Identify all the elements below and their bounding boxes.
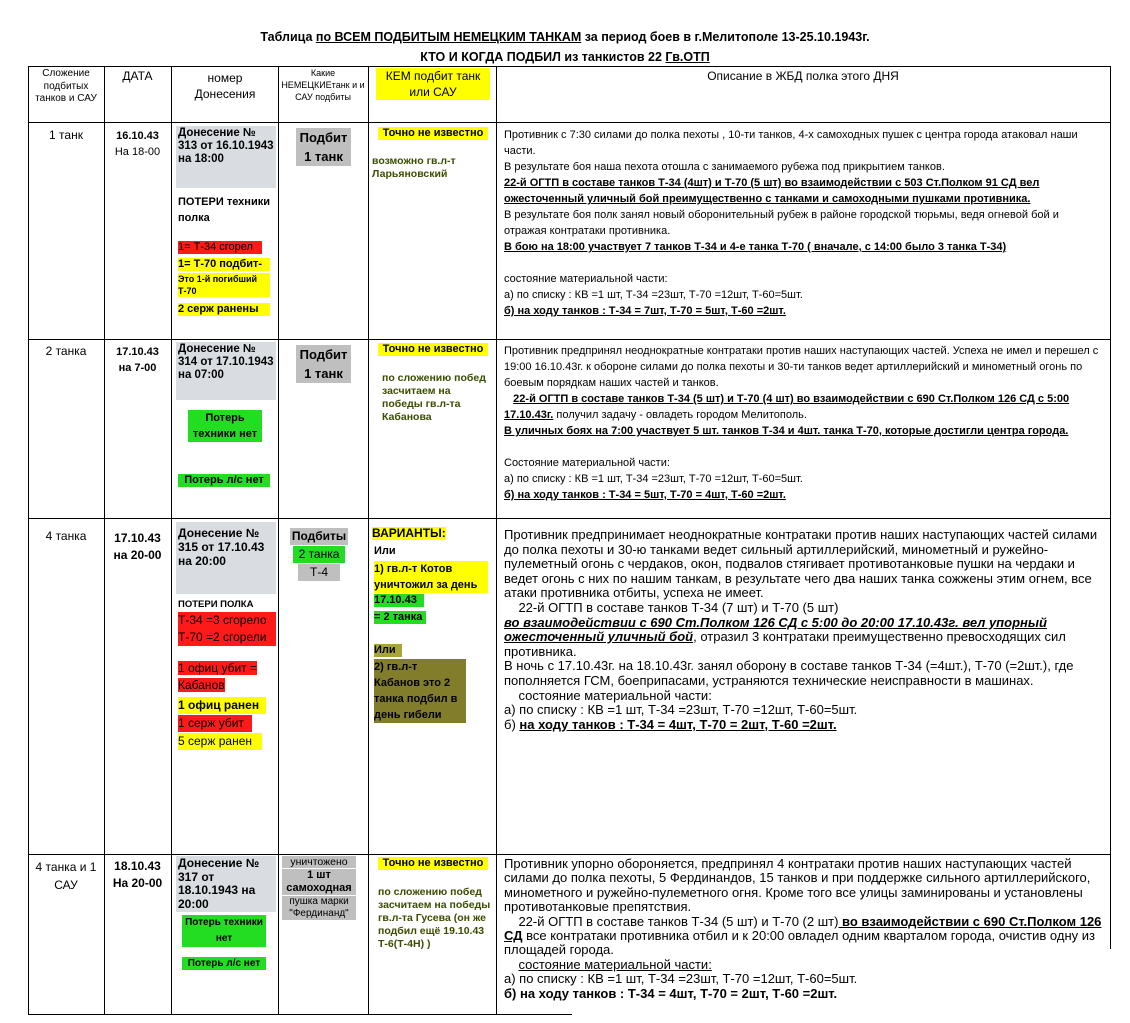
row4-what2: 1 шт самоходная: [282, 869, 356, 895]
row3-loss4: 1 офиц ранен: [178, 697, 266, 714]
row3-count: 4 танка: [45, 529, 87, 543]
row3-who-v1-date: 17.10.43: [374, 594, 424, 607]
row3-loss6: 5 серж ранен: [178, 733, 262, 750]
grid-line: [28, 1014, 572, 1015]
row4-count: 4 танка и 1 САУ: [35, 860, 97, 892]
row3-loss3: 1 офиц убит = Кабанов: [178, 661, 258, 692]
row3-who-title: ВАРИАНТЫ:: [372, 526, 446, 540]
row2-report: Донесение № 314 от 17.10.1943 на 07:00: [178, 343, 274, 381]
row4-who1: Точно не известно: [378, 857, 488, 870]
row1-description: Противник с 7:30 силами до полка пехоты , 10-ти танков, 4-х самоходных пушек с центра города атаковал наши части. В результате боя наша пехота отошла с занимаемого рубежа под прикрытием танков. 22-й ОГТП в составе танков Т-34 (4шт) и Т-70 (5 шт) во взаимодействии с 503 Ст.Полком 91 СД вел ожесточенный уличный бой преимущественно с танками и самоходными пушками противника. В результате боя полк занял новый оборонительный рубеж в районе городской тюрьмы, ведя огневой бой и отражая контратаки противника. В бою на 18:00 участвует 7 танков Т-34 и 4-е танка Т-70 ( вначале, с 14:00 было 3 танка Т-34) состояние материальной части: а) по списку : КВ =1 шт, Т-34 =23шт, Т-70 =12шт, Т-60=5шт. б) на ходу танков : Т-34 = 7шт, Т-70 = 5шт, Т-60 =2шт.: [504, 129, 1078, 317]
row4-what1: уничтожено: [282, 856, 356, 868]
header-report: номер Донесения: [194, 71, 256, 101]
row2-date: 17.10.43 на 7-00: [116, 346, 159, 374]
row1-loss1: 1= Т-34 сгорел: [178, 241, 262, 254]
header-description: Описание в ЖБД полка этого ДНЯ: [707, 69, 899, 83]
row4-date: 18.10.43 На 20-00: [112, 859, 163, 890]
row4-what3: пушка марки "Фердинанд": [282, 896, 356, 920]
table-title: Таблица по ВСЕМ ПОДБИТЫМ НЕМЕЦКИМ ТАНКАМ за период боев в г.Мелитополе 13-25.10.1943г.: [260, 30, 870, 44]
row2-count: 2 танка: [45, 344, 87, 358]
grid-line: [28, 122, 1111, 123]
row2-who2: по сложению побед засчитаем на победы гв.л-та Кабанова: [382, 372, 486, 423]
row4-loss1: Потерь техники нет: [182, 915, 266, 947]
row2-loss2: Потерь л/с нет: [178, 474, 270, 487]
row4-description: Противник упорно обороняется, предпринял 4 контратаки против наших наступающих частей силами до полка пехоты, 5 Фердинандов, 15 танков и при поддержке сильного артиллерийского, минометного и ружейно-пулеметного огня. Кроме того все улицы заминированы и установлены противотанковые препятствия. 22-й ОГТП в составе танков Т-34 (5 шт) и Т-70 (2 шт) во взаимодействии с 690 Ст.Полком 126 СД все контратаки противника отбил и к 20:00 овладел одним кварталом города, очистив одну из площадей города. состояние материальной части: а) по списку : КВ =1 шт, Т-34 =23шт, Т-70 =12шт, Т-60=5шт. б) на ходу танков : Т-34 = 4шт, Т-70 = 2шт, Т-60 =2шт.: [504, 856, 1102, 1001]
row1-loss2: 1= Т-70 подбит-: [178, 258, 270, 271]
row1-loss4: 2 серж ранены: [178, 303, 270, 316]
row1-date: 16.10.43 На 18-00: [114, 130, 161, 158]
row3-description: Противник предпринимает неоднократные контратаки против наших наступающих частей силами до полка пехоты и 30-ю танками ведет сильный артиллерийский, минометный и ружейно-пулеметный огонь с чердаков, окон, подвалов стягивает противотанковые пушки на чердаки и ведет огонь с них по нашим танкам, в результате чего два наших танка сожжены этим огнем, все атаки противника отбиты, успеха не имеет. 22-й ОГТП в составе танков Т-34 (7 шт) и Т-70 (5 шт) во взаимодействии с 690 Ст.Полком 126 СД с 5:00 до 20:00 17.10.43г. вел упорный ожесточенный уличный бой, отразил 3 контратаки преимущественно превосходящих сил противника. В ночь с 17.10.43г. на 18.10.43г. занял оборону в составе танков Т-34 (=4шт.), Т-70 (=2шт.), где пополняется ГСМ, боеприпасами, устраняются технические неисправности в машинах. состояние материальной части: а) по списку : КВ =1 шт, Т-34 =23шт, Т-70 =12шт, Т-60=5шт. б) на ходу танков : Т-34 = 4шт, Т-70 = 2шт, Т-60 =2шт.: [504, 527, 1098, 732]
grid-line: [28, 66, 1111, 67]
row4-report: Донесение № 317 от 18.10.1943 на 20:00: [178, 856, 260, 911]
header-date: ДАТА: [122, 69, 153, 83]
row3-who-or2: Или: [374, 644, 402, 657]
row3-who-v2: 2) гв.л-т Кабанов это 2 танка подбил в день гибели: [374, 659, 466, 723]
row1-what: Подбит 1 танк: [296, 128, 351, 166]
header-count: Сложение подбитых танков и САУ: [35, 68, 97, 104]
row4-loss2: Потерь л/с нет: [182, 957, 266, 970]
row2-what: Подбит 1 танк: [296, 345, 351, 383]
row3-who-v1: 1) гв.л-т Котов уничтожил за день: [374, 561, 488, 593]
row3-loss1: Т-34 =3 сгорело: [178, 612, 276, 629]
grid-line: [1110, 66, 1111, 949]
row2-who1: Точно не известно: [378, 343, 488, 356]
row1-loss3: Это 1-й погибший Т-70: [178, 273, 270, 297]
grid-line: [28, 339, 1111, 340]
row3-who-v1-count: = 2 танка: [374, 611, 426, 624]
header-what: Какие НЕМЕЦКИЕтанк и и САУ подбиты: [281, 68, 365, 102]
row3-loss2: Т-70 =2 сгорели: [178, 629, 276, 646]
grid-line: [104, 66, 105, 1015]
row2-description: Противник предпринял неоднократные контратаки против наших наступающих частей. Успеха не имел и перешел с 19:00 16.10.43г. к обороне силами до полка пехоты и 30-ти танков ведет артиллерийский и минометный огонь по боевым порядкам наших частей и танков. 22-й ОГТП в составе танков Т-34 (5 шт) и Т-70 (4 шт) во взаимодействии с 690 Ст.Полком 126 СД с 5:00 17.10.43г. получил задачу - овладеть городом Мелитополь. В уличных боях на 7:00 участвует 5 шт. танков Т-34 и 4шт. танка Т-70, которые достигли центра города. Состояние материальной части: а) по списку : КВ =1 шт, Т-34 =23шт, Т-70 =12шт, Т-60=5шт. б) на ходу танков : Т-34 = 5шт, Т-70 = 4шт, Т-60 =2шт.: [504, 345, 1099, 501]
grid-line: [368, 66, 369, 1015]
row3-what1: Подбиты: [291, 529, 347, 543]
row4-who2: по сложению побед засчитаем на победы гв.л-та Гусева (он же подбил ещё 19.10.43 Т-6(Т-4Н) ): [378, 886, 491, 950]
grid-line: [28, 66, 29, 1015]
row1-count: 1 танк: [49, 128, 83, 142]
row3-loss5: 1 серж убит: [178, 715, 252, 732]
grid-line: [28, 854, 1111, 855]
grid-line: [496, 66, 497, 1015]
row1-who2: возможно гв.л-т Ларьяновский: [372, 155, 456, 180]
row3-losses-title: ПОТЕРИ ПОЛКА: [178, 599, 254, 610]
row2-loss1: Потерь техники нет: [188, 410, 262, 442]
row3-report: Донесение № 315 от 17.10.43 на 20:00: [178, 526, 265, 568]
row3-date: 17.10.43 на 20-00: [113, 531, 162, 562]
grid-line: [28, 518, 1111, 519]
grid-line: [278, 66, 279, 1015]
row3-what3: Т-4: [298, 564, 340, 581]
header-who: КЕМ подбит танк или САУ: [376, 68, 490, 100]
table-subtitle: КТО И КОГДА ПОДБИЛ из танкистов 22 Гв.ОТП: [420, 50, 710, 64]
row3-who-or1: Или: [374, 545, 396, 557]
row1-losses-title: ПОТЕРИ техники полка: [178, 196, 270, 224]
row1-who1: Точно не известно: [378, 127, 488, 140]
row1-report: Донесение № 313 от 16.10.1943 на 18:00: [178, 127, 274, 165]
row3-what2: 2 танка: [293, 546, 345, 563]
grid-line: [171, 66, 172, 1015]
